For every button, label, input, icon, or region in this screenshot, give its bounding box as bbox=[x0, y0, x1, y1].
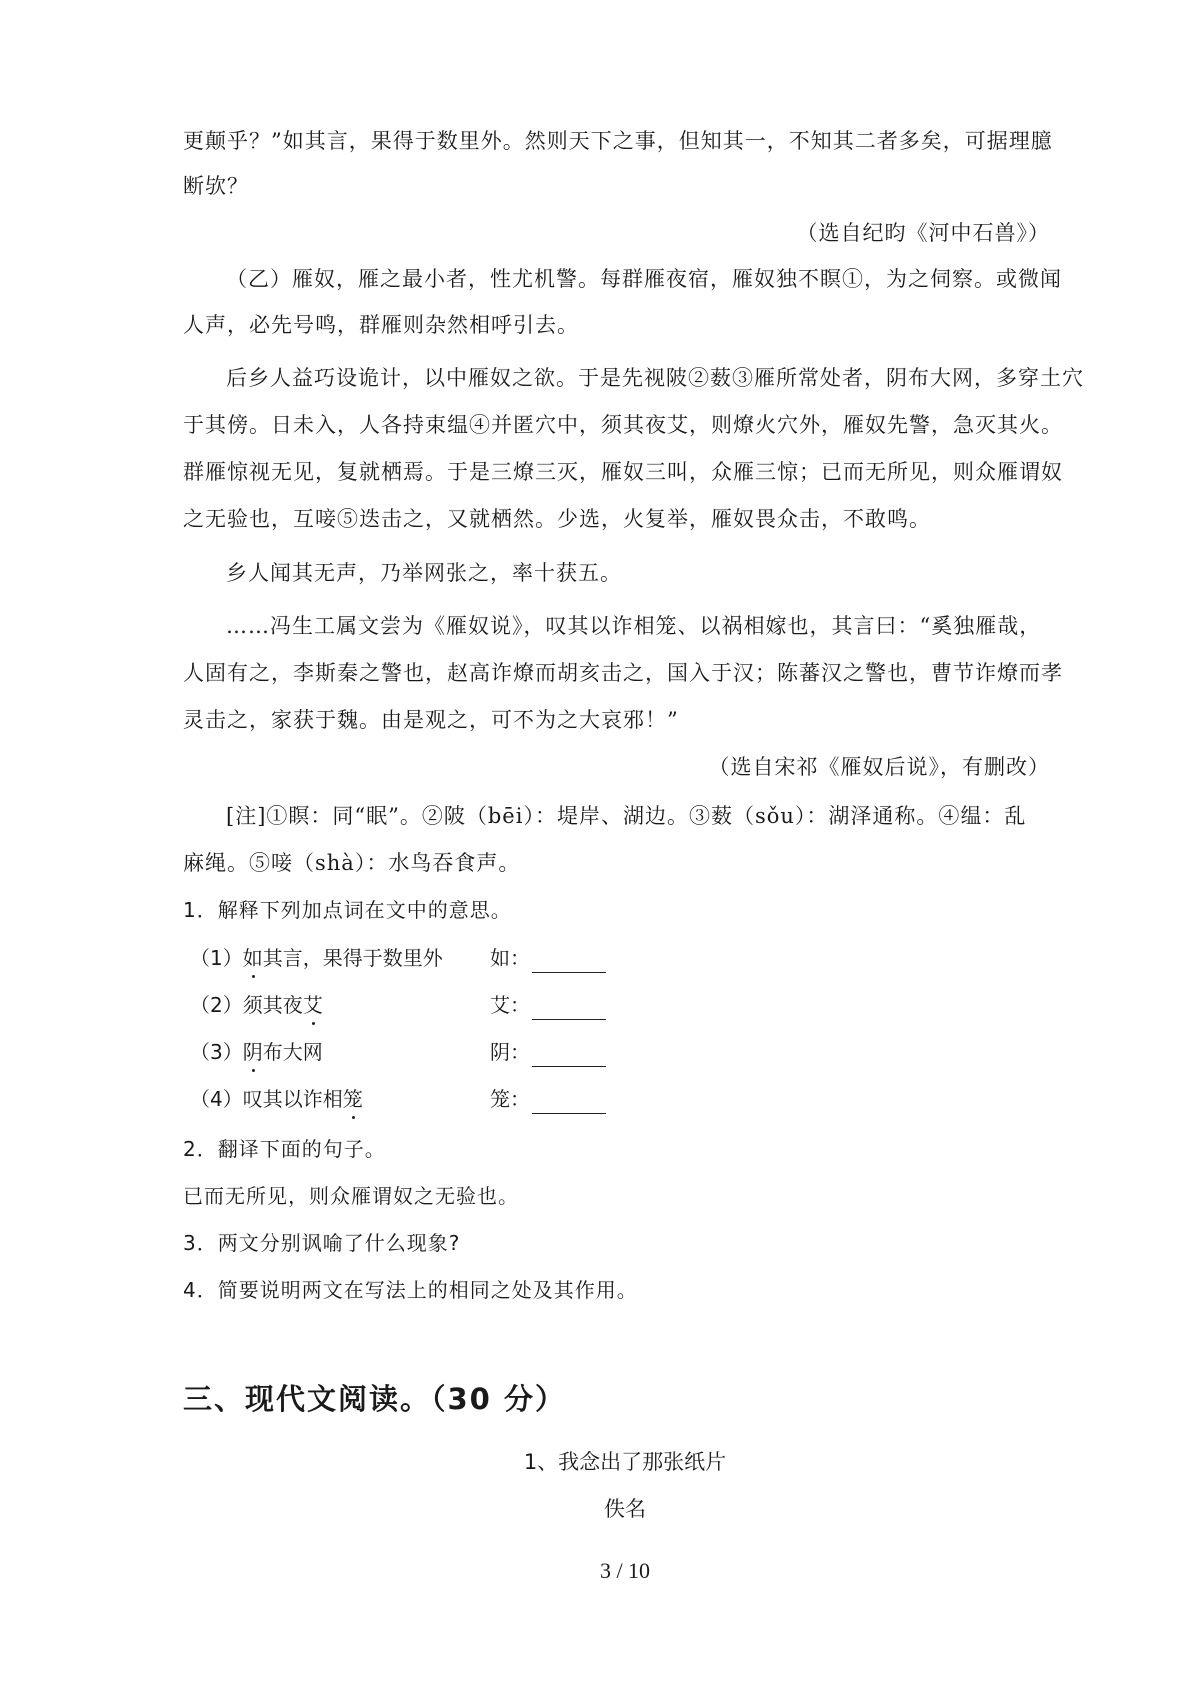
emphasis-dot-char: 笼 bbox=[343, 1084, 363, 1114]
question-2-sentence: 已而无所见，则众雁谓奴之无验也。 bbox=[183, 1184, 519, 1208]
page-number: 3 / 10 bbox=[599, 1558, 651, 1583]
passage-b-p3: 乡人闻其无声，乃举网张之，率十获五。 bbox=[226, 561, 622, 585]
passage-b-p4-line-1: ……冯生工属文尝为《雁奴说》，叹其以诈相笼、以祸相嫁也，其言曰：“奚独雁哉， bbox=[226, 614, 1042, 638]
passage-b-p2-line-3: 群雁惊视无见，复就栖焉。于是三燎三灭，雁奴三叫，众雁三惊；已而无所见，则众雁谓奴 bbox=[183, 460, 1063, 484]
notes-line-1: [注]①瞑：同“眠”。②陂（bēi）：堤岸、湖边。③薮（sǒu）：湖泽通称。④缊：乱 bbox=[226, 804, 1027, 828]
emphasis-dot-char: 阴 bbox=[243, 1037, 263, 1067]
passage-b-p1-line-2: 人声，必先号鸣，群雁则杂然相呼引去。 bbox=[183, 313, 579, 337]
article-title: 1、我念出了那张纸片 bbox=[523, 1450, 727, 1474]
passage-a-line-1: 更颠乎？”如其言，果得于数里外。然则天下之事，但知其一，不知其二者多矣，可据理臆 bbox=[183, 129, 1053, 153]
section-3-heading: 三、现代文阅读。（30 分） bbox=[183, 1382, 566, 1416]
passage-a-source: （选自纪昀《河中石兽》） bbox=[796, 221, 1050, 245]
passage-b-p1-line-1: （乙）雁奴，雁之最小者，性尤机警。每群雁夜宿，雁奴独不瞑①，为之伺察。或微闻 bbox=[226, 267, 1062, 291]
emphasis-dot-char: 艾 bbox=[303, 990, 323, 1020]
emphasis-dot-char: 如 bbox=[243, 943, 263, 973]
q1-item-1-answer-blank[interactable] bbox=[532, 950, 606, 973]
passage-b-p2-line-2: 于其傍。日未入，人各持束缊④并匿穴中，须其夜艾，则燎火穴外，雁奴先警，急灭其火。 bbox=[183, 413, 1063, 437]
question-3: 3．两文分别讽喻了什么现象? bbox=[183, 1231, 461, 1255]
passage-b-p4-line-2: 人固有之，李斯秦之警也，赵高诈燎而胡亥击之，国入于汉；陈蕃汉之警也，曹节诈燎而孝 bbox=[183, 661, 1063, 685]
question-1: 1．解释下列加点词在文中的意思。 bbox=[183, 898, 512, 922]
q1-item-3-answer-blank[interactable] bbox=[532, 1044, 606, 1067]
passage-b-p2-line-1: 后乡人益巧设诡计，以中雁奴之欲。于是先视陂②薮③雁所常处者，阴布大网，多穿土穴 bbox=[226, 366, 1084, 390]
q1-item-2-answer-blank[interactable] bbox=[532, 997, 606, 1020]
notes-line-2: 麻绳。⑤唼（shà）：水鸟吞食声。 bbox=[183, 851, 521, 875]
q1-item-1: （1）如其言，果得于数里外 bbox=[190, 943, 610, 973]
q1-item-2-label: 艾： bbox=[490, 993, 530, 1017]
passage-a-line-2: 断欤？ bbox=[183, 174, 249, 198]
question-4: 4．简要说明两文在写法上的相同之处及其作用。 bbox=[183, 1278, 638, 1302]
passage-b-source: （选自宋祁《雁奴后说》，有删改） bbox=[708, 755, 1050, 779]
passage-b-p4-line-3: 灵击之，家获于魏。由是观之，可不为之大哀邪！” bbox=[183, 708, 679, 732]
passage-b-p2-line-4: 之无验也，互唼⑤迭击之，又就栖然。少选，火复举，雁奴畏众击，不敢鸣。 bbox=[183, 507, 931, 531]
article-author: 佚名 bbox=[604, 1497, 646, 1521]
question-2: 2．翻译下面的句子。 bbox=[183, 1137, 386, 1161]
q1-item-2: （2）须其夜艾 bbox=[190, 990, 610, 1020]
q1-item-4: （4）叹其以诈相笼 bbox=[190, 1084, 610, 1114]
q1-item-4-label: 笼： bbox=[490, 1087, 530, 1111]
q1-item-1-label: 如： bbox=[490, 946, 530, 970]
q1-item-3: （3）阴布大网 bbox=[190, 1037, 610, 1067]
q1-item-3-label: 阴： bbox=[490, 1040, 530, 1064]
q1-item-4-answer-blank[interactable] bbox=[532, 1091, 606, 1114]
